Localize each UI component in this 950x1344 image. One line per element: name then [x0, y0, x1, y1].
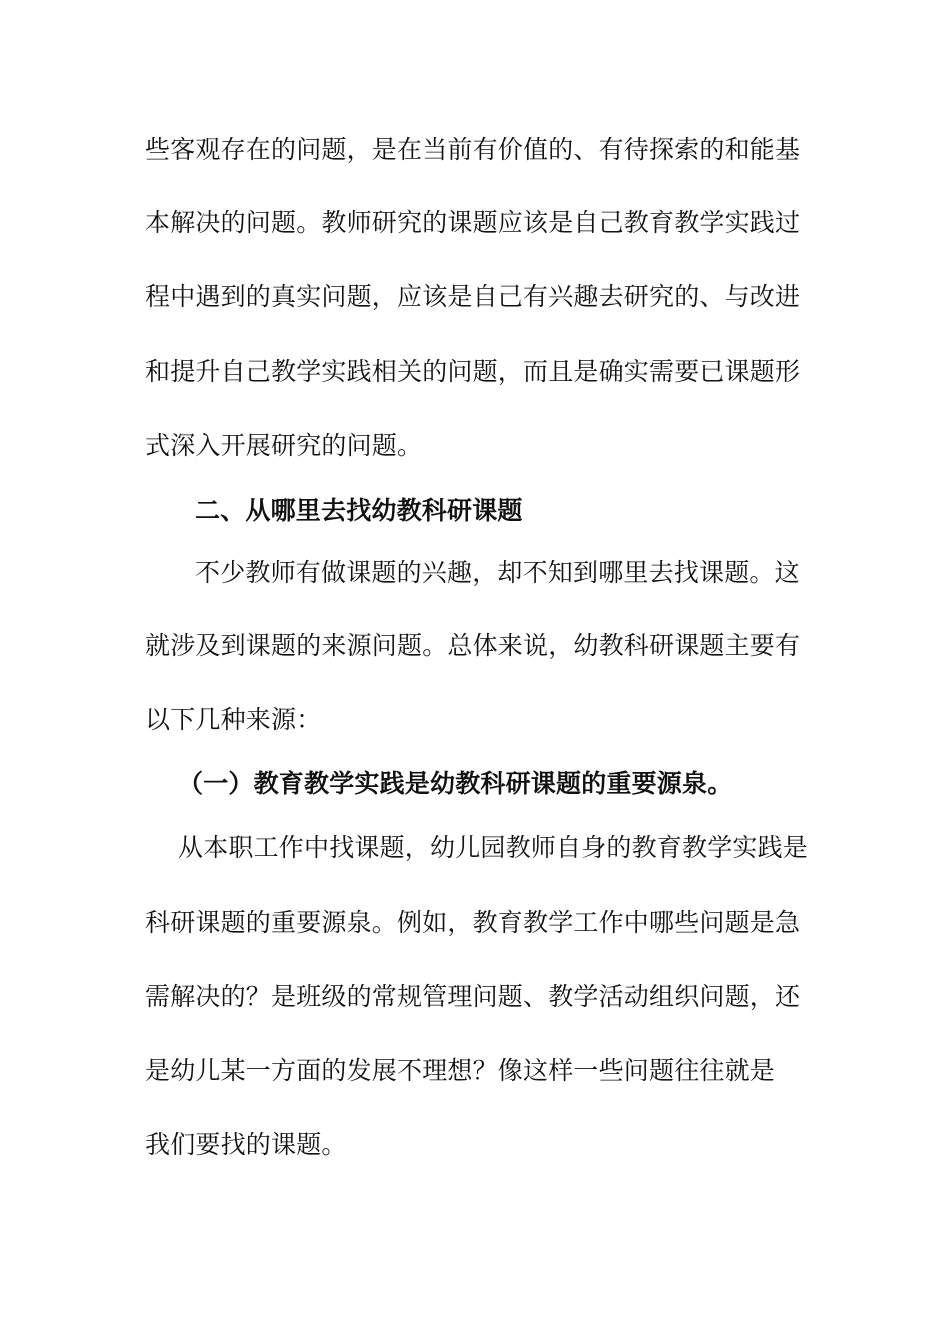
paragraph-line: 本解决的问题。教师研究的课题应该是自己教育教学实践过 — [145, 208, 801, 237]
paragraph-line: 不少教师有做课题的兴趣，却不知到哪里去找课题。这 — [195, 558, 800, 587]
paragraph-line: 需解决的？是班级的常规管理问题、教学活动组织问题，还 — [145, 982, 801, 1011]
paragraph-line: 式深入开展研究的问题。 — [145, 431, 423, 460]
subsection-heading: （一）教育教学实践是幼教科研课题的重要源泉。 — [178, 769, 733, 798]
paragraph-line: 科研课题的重要源泉。例如，教育教学工作中哪些问题是急 — [145, 908, 801, 937]
paragraph-line: 我们要找的课题。 — [145, 1130, 347, 1159]
paragraph-line: 就涉及到课题的来源问题。总体来说，幼教科研课题主要有 — [145, 631, 801, 660]
paragraph-line: 从本职工作中找课题，幼儿园教师自身的教育教学实践是 — [178, 833, 809, 862]
paragraph-line: 程中遇到的真实问题，应该是自己有兴趣去研究的、与改进 — [145, 282, 801, 311]
section-heading: 二、从哪里去找幼教科研课题 — [195, 496, 523, 525]
paragraph-line: 以下几种来源： — [145, 705, 322, 734]
paragraph-line: 和提升自己教学实践相关的问题，而且是确实需要已课题形 — [145, 357, 801, 386]
paragraph-line: 些客观存在的问题，是在当前有价值的、有待探索的和能基 — [145, 135, 801, 164]
paragraph-line: 是幼儿某一方面的发展不理想？像这样一些问题往往就是 — [145, 1056, 776, 1085]
